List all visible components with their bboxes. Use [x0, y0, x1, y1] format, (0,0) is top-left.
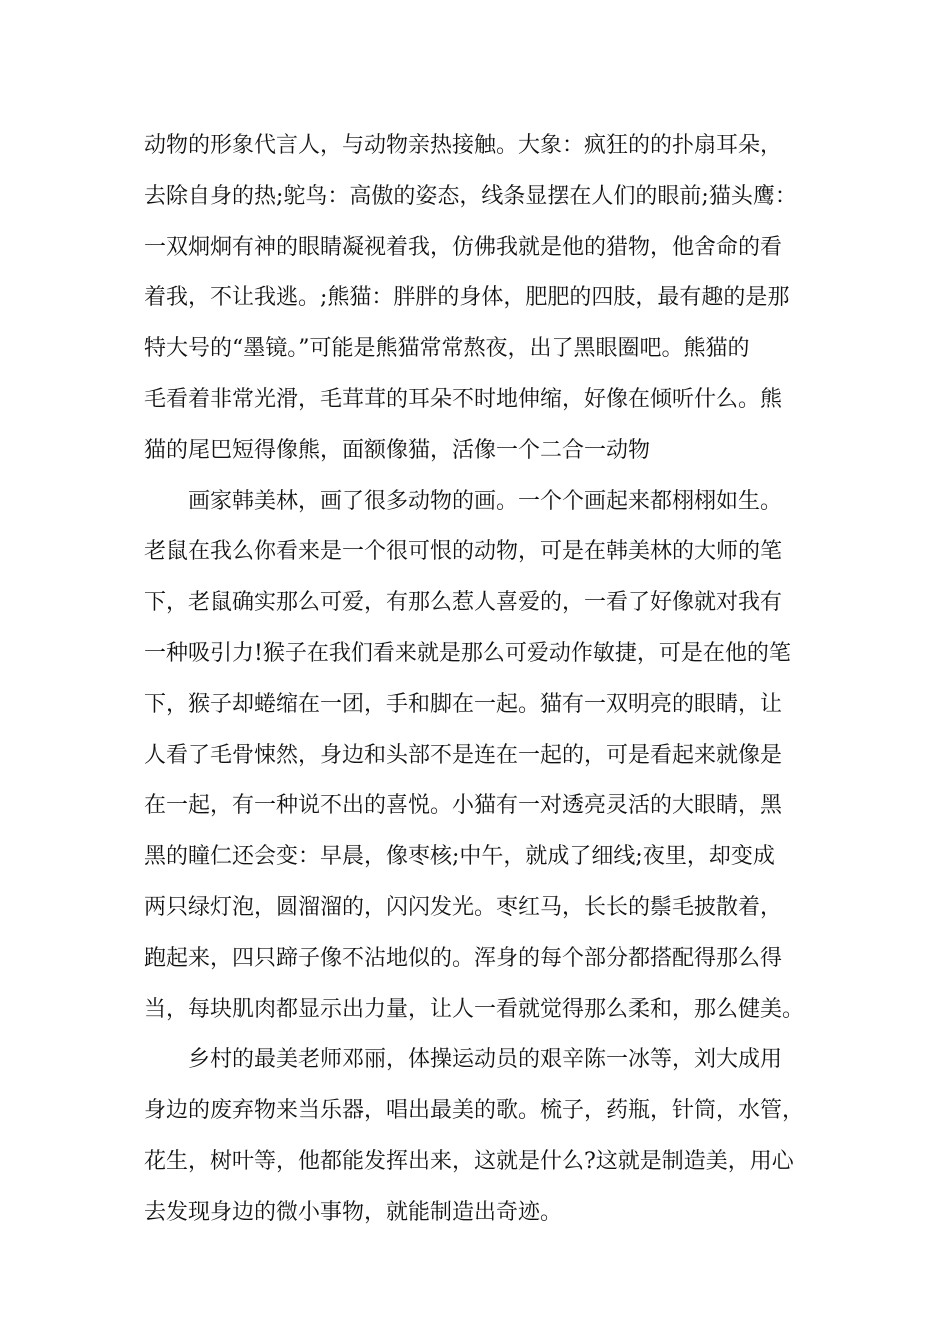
text-line: 老鼠在我么你看来是一个很可恨的动物，可是在韩美林的大师的笔: [144, 539, 783, 565]
text-line: 着我，不让我逃。;熊猫：胖胖的身体，肥肥的四肢，最有趣的是那: [144, 285, 790, 311]
text-line: 去除自身的热;鸵鸟：高傲的姿态，线条显摆在人们的眼前;猫头鹰：: [144, 183, 797, 209]
text-line: 花生，树叶等，他都能发挥出来，这就是什么?这就是制造美，用心: [144, 1148, 794, 1174]
text-line: 两只绿灯泡，圆溜溜的，闪闪发光。枣红马，长长的鬃毛披散着，: [144, 894, 783, 920]
text-line: 去发现身边的微小事物，就能制造出奇迹。: [144, 1199, 563, 1225]
text-line: 人看了毛骨悚然，身边和头部不是连在一起的，可是看起来就像是: [144, 742, 783, 768]
text-line: 特大号的“墨镜。”可能是熊猫常常熬夜，出了黑眼圈吧。熊猫的: [144, 336, 750, 362]
body-text: [144, 128, 808, 1246]
text-line: 一种吸引力!猴子在我们看来就是那么可爱动作敏捷，可是在他的笔: [144, 640, 791, 666]
text-line: 动物的形象代言人，与动物亲热接触。大象：疯狂的的扑扇耳朵，: [144, 133, 783, 158]
text-line: 当，每块肌肉都显示出力量，让人一看就觉得那么柔和，那么健美。: [144, 996, 805, 1022]
text-line: 乡村的最美老师邓丽，体操运动员的艰辛陈一冰等，刘大成用: [144, 1047, 783, 1073]
text-line: 身边的废弃物来当乐器，唱出最美的歌。梳子，药瓶，针筒，水管，: [144, 1098, 805, 1124]
text-line: 跑起来，四只蹄子像不沾地似的。浑身的每个部分都搭配得那么得: [144, 945, 783, 971]
text-line: 下，猴子却蜷缩在一团，手和脚在一起。猫有一双明亮的眼睛，让: [144, 691, 783, 717]
text-line: 画家韩美林，画了很多动物的画。一个个画起来都栩栩如生。: [144, 488, 783, 514]
text-line: 一双炯炯有神的眼睛凝视着我，仿佛我就是他的猎物，他舍命的看: [144, 234, 783, 260]
text-line: 在一起，有一种说不出的喜悦。小猫有一对透亮灵活的大眼睛，黑: [144, 793, 783, 819]
text-line: 下，老鼠确实那么可爱，有那么惹人喜爱的，一看了好像就对我有: [144, 590, 783, 616]
text-line: 毛看着非常光滑，毛茸茸的耳朵不时地伸缩，好像在倾听什么。熊: [144, 386, 783, 412]
text-line: 黑的瞳仁还会变：早晨，像枣核;中午，就成了细线;夜里，却变成: [144, 844, 775, 870]
text-line: 猫的尾巴短得像熊，面额像猫，活像一个二合一动物: [144, 437, 651, 463]
